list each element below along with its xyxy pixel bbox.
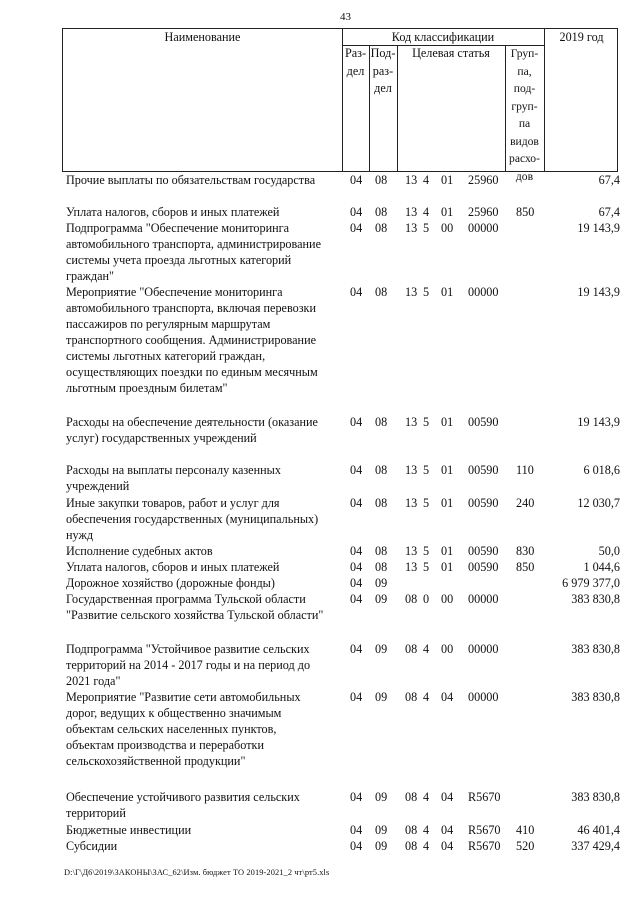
header-expense-type-group: Груп- па, под- груп- па видов расхо- дов <box>509 47 540 183</box>
row-target-subprogram: 5 <box>423 463 430 477</box>
row-target-event: 00 <box>441 592 454 606</box>
row-target-event: 01 <box>441 285 454 299</box>
row-podrazdel: 08 <box>375 205 388 219</box>
row-name: Подпрограмма "Устойчивое развитие сельских территорий на 2014 - 2017 годы и на период до 2021 года" <box>66 642 311 688</box>
row-name: Бюджетные инвестиции <box>66 823 192 837</box>
row-amount: 67,4 <box>598 205 620 219</box>
row-target-event: 01 <box>441 415 454 429</box>
row-target-direction: R5670 <box>468 839 501 853</box>
row-amount: 6 018,6 <box>583 463 620 477</box>
row-amount: 383 830,8 <box>571 592 620 606</box>
row-podrazdel: 08 <box>375 173 388 187</box>
header-year: 2019 год <box>559 30 604 44</box>
row-target-program: 08 <box>405 839 418 853</box>
row-name: Расходы на обеспечение деятельности (оказание услуг) государственных учреждений <box>66 415 318 445</box>
row-podrazdel: 09 <box>375 576 388 590</box>
row-name: Уплата налогов, сборов и иных платежей <box>66 205 280 219</box>
row-amount: 19 143,9 <box>577 285 620 299</box>
row-name: Подпрограмма "Обеспечение мониторинга автомобильного транспорта, администрирование системы учета проезда льготных категорий граждан" <box>66 221 321 283</box>
row-target-program: 08 <box>405 790 418 804</box>
row-target-direction: 00590 <box>468 544 499 558</box>
row-amount: 383 830,8 <box>571 642 620 656</box>
row-amount: 337 429,4 <box>571 839 620 853</box>
row-target-subprogram: 4 <box>423 205 430 219</box>
row-name: Обеспечение устойчивого развития сельских территорий <box>66 790 300 820</box>
row-name: Дорожное хозяйство (дорожные фонды) <box>66 576 275 590</box>
row-target-program: 13 <box>405 463 418 477</box>
row-amount: 46 401,4 <box>577 823 620 837</box>
row-razdel: 04 <box>350 221 363 235</box>
row-podrazdel: 08 <box>375 463 388 477</box>
row-target-subprogram: 5 <box>423 544 430 558</box>
row-podrazdel: 09 <box>375 592 388 606</box>
row-target-program: 08 <box>405 823 418 837</box>
row-amount: 19 143,9 <box>577 221 620 235</box>
row-target-event: 01 <box>441 496 454 510</box>
row-target-direction: R5670 <box>468 823 501 837</box>
row-target-direction: 00590 <box>468 415 499 429</box>
header-classification-code: Код классификации <box>391 30 495 44</box>
row-target-subprogram: 4 <box>423 839 430 853</box>
row-amount: 383 830,8 <box>571 790 620 804</box>
row-target-subprogram: 4 <box>423 790 430 804</box>
row-target-direction: R5670 <box>468 790 501 804</box>
row-amount: 12 030,7 <box>577 496 620 510</box>
row-podrazdel: 08 <box>375 285 388 299</box>
row-target-direction: 00590 <box>468 463 499 477</box>
row-expense-type: 410 <box>516 823 535 837</box>
row-podrazdel: 09 <box>375 642 388 656</box>
row-target-event: 00 <box>441 642 454 656</box>
row-target-event: 01 <box>441 463 454 477</box>
row-target-direction: 00590 <box>468 496 499 510</box>
row-target-event: 04 <box>441 839 454 853</box>
row-target-event: 01 <box>441 544 454 558</box>
header-divider <box>544 29 545 171</box>
row-target-program: 13 <box>405 173 418 187</box>
row-target-event: 01 <box>441 173 454 187</box>
row-target-program: 08 <box>405 592 418 606</box>
row-target-subprogram: 4 <box>423 690 430 704</box>
row-amount: 19 143,9 <box>577 415 620 429</box>
row-target-event: 04 <box>441 690 454 704</box>
row-razdel: 04 <box>350 642 363 656</box>
row-podrazdel: 09 <box>375 839 388 853</box>
row-razdel: 04 <box>350 560 363 574</box>
header-divider <box>397 45 398 171</box>
row-podrazdel: 08 <box>375 496 388 510</box>
row-name: Мероприятие "Обеспечение мониторинга автомобильного транспорта, включая перевозки пассажиров по регулярным маршрутам транспортного сообщения. Администрирование системы льготных категорий граждан, осуществляющих поездки по единым месячным льготным проездным билетам" <box>66 285 318 395</box>
row-podrazdel: 09 <box>375 790 388 804</box>
row-target-subprogram: 4 <box>423 173 430 187</box>
row-amount: 6 979 377,0 <box>562 576 620 590</box>
row-podrazdel: 08 <box>375 544 388 558</box>
header-target-article: Целевая статья <box>412 46 490 60</box>
row-target-direction: 00000 <box>468 221 499 235</box>
row-target-subprogram: 0 <box>423 592 430 606</box>
row-expense-type: 850 <box>516 205 535 219</box>
row-podrazdel: 09 <box>375 690 388 704</box>
row-target-event: 01 <box>441 205 454 219</box>
row-target-direction: 00000 <box>468 285 499 299</box>
row-target-direction: 25960 <box>468 205 499 219</box>
row-razdel: 04 <box>350 592 363 606</box>
row-target-program: 13 <box>405 415 418 429</box>
footer-file-path: D:\Г\Д6\2019\ЗАКОНЫ\ЗАС_62\Изм. бюджет ТО 2019-2021_2 чт\рт5.xls <box>64 868 330 877</box>
row-target-program: 13 <box>405 560 418 574</box>
row-razdel: 04 <box>350 205 363 219</box>
row-target-event: 04 <box>441 790 454 804</box>
row-name: Иные закупки товаров, работ и услуг для обеспечения государственных (муниципальных) нужд <box>66 496 319 542</box>
row-target-event: 01 <box>441 560 454 574</box>
row-target-subprogram: 5 <box>423 415 430 429</box>
row-podrazdel: 09 <box>375 823 388 837</box>
row-name: Расходы на выплаты персоналу казенных учреждений <box>66 463 281 493</box>
row-razdel: 04 <box>350 790 363 804</box>
row-razdel: 04 <box>350 285 363 299</box>
row-podrazdel: 08 <box>375 415 388 429</box>
row-name: Мероприятие "Развитие сети автомобильных дорог, ведущих к общественно значимым объектам сельских населенных пунктов, объектам производства и переработки сельскохозяйственной продукции" <box>66 690 301 768</box>
row-razdel: 04 <box>350 173 363 187</box>
row-razdel: 04 <box>350 544 363 558</box>
row-target-program: 08 <box>405 690 418 704</box>
row-amount: 383 830,8 <box>571 690 620 704</box>
row-target-subprogram: 5 <box>423 496 430 510</box>
row-name: Прочие выплаты по обязательствам государства <box>66 173 316 187</box>
row-name: Уплата налогов, сборов и иных платежей <box>66 560 280 574</box>
row-name: Государственная программа Тульской области "Развитие сельского хозяйства Тульской области" <box>66 592 324 622</box>
row-amount: 67,4 <box>598 173 620 187</box>
row-target-program: 13 <box>405 221 418 235</box>
row-target-direction: 00000 <box>468 592 499 606</box>
row-target-event: 04 <box>441 823 454 837</box>
row-expense-type: 830 <box>516 544 535 558</box>
row-podrazdel: 08 <box>375 221 388 235</box>
row-target-program: 13 <box>405 544 418 558</box>
row-target-program: 08 <box>405 642 418 656</box>
header-razdel: Раз- дел <box>344 46 367 78</box>
row-target-subprogram: 4 <box>423 823 430 837</box>
row-target-direction: 00000 <box>468 690 499 704</box>
row-target-subprogram: 5 <box>423 560 430 574</box>
row-razdel: 04 <box>350 839 363 853</box>
row-name: Субсидии <box>66 839 118 853</box>
header-podrazdel: Под- раз- дел <box>370 46 396 95</box>
row-razdel: 04 <box>350 823 363 837</box>
row-amount: 50,0 <box>598 544 620 558</box>
row-expense-type: 240 <box>516 496 535 510</box>
row-razdel: 04 <box>350 415 363 429</box>
header-name: Наименование <box>164 30 241 44</box>
row-target-direction: 00000 <box>468 642 499 656</box>
page-number: 43 <box>340 11 351 23</box>
row-razdel: 04 <box>350 690 363 704</box>
row-target-subprogram: 4 <box>423 642 430 656</box>
row-target-program: 13 <box>405 285 418 299</box>
row-podrazdel: 08 <box>375 560 388 574</box>
row-target-subprogram: 5 <box>423 285 430 299</box>
row-target-event: 00 <box>441 221 454 235</box>
row-expense-type: 520 <box>516 839 535 853</box>
row-target-program: 13 <box>405 496 418 510</box>
row-razdel: 04 <box>350 463 363 477</box>
row-razdel: 04 <box>350 576 363 590</box>
row-expense-type: 850 <box>516 560 535 574</box>
row-target-program: 13 <box>405 205 418 219</box>
row-name: Исполнение судебных актов <box>66 544 213 558</box>
row-expense-type: 110 <box>516 463 534 477</box>
row-target-direction: 25960 <box>468 173 499 187</box>
row-target-direction: 00590 <box>468 560 499 574</box>
row-target-subprogram: 5 <box>423 221 430 235</box>
row-amount: 1 044,6 <box>583 560 620 574</box>
row-razdel: 04 <box>350 496 363 510</box>
